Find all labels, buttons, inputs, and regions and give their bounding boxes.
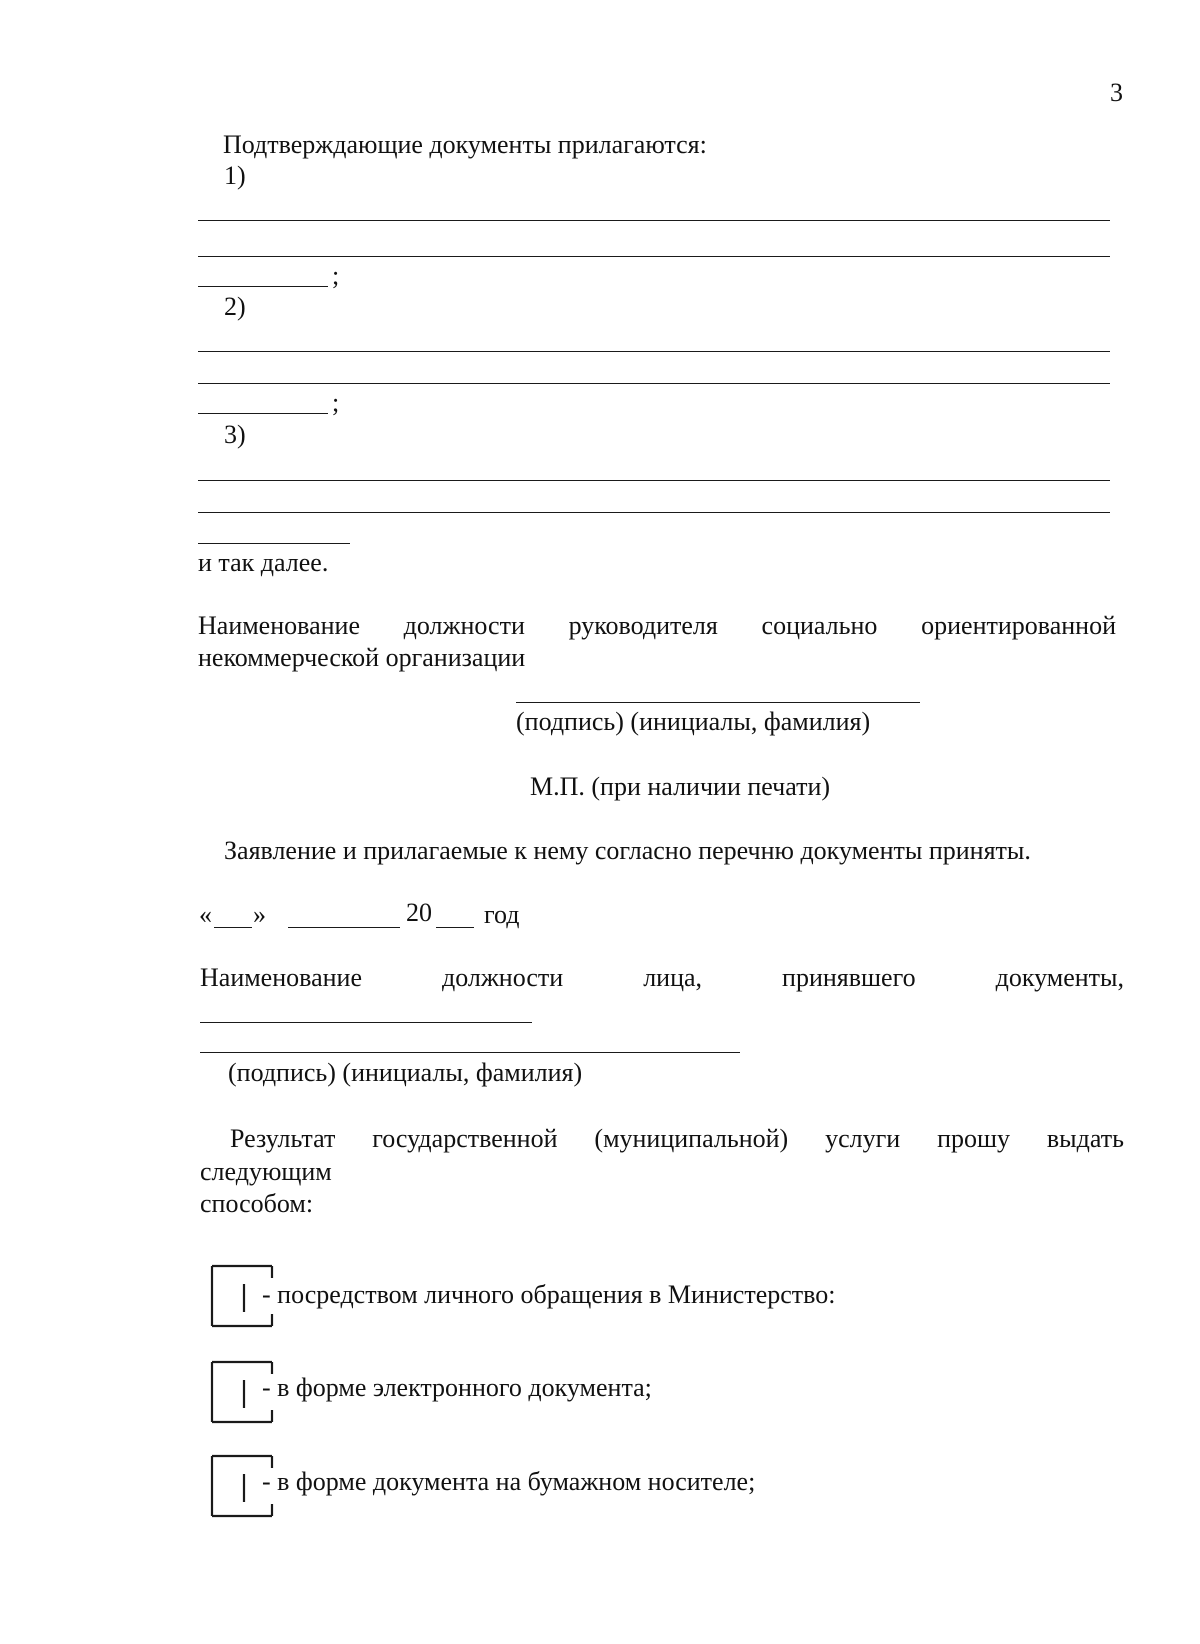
head-position-line-1 [198,611,1116,641]
receiver-signature-line[interactable] [200,1052,740,1053]
result-word: услуги [825,1124,901,1153]
attachments-heading: Подтверждающие документы прилагаются: [223,130,707,159]
result-word: государственной [372,1124,558,1153]
attachment-item-end: ; [332,388,340,417]
receiver-position-word: Наименование [200,963,362,992]
date-day-field[interactable] [214,927,252,928]
result-word: Результат [230,1124,336,1153]
result-line-2: следующим [200,1157,332,1186]
attachment-item-number: 3) [224,420,246,449]
result-word: прошу [937,1124,1010,1153]
option-label-electronic: - в форме электронного документа; [262,1373,652,1402]
receiver-position-word: должности [441,963,564,992]
head-position-word: руководителя [568,611,718,640]
result-line-3: способом: [200,1189,314,1218]
attachment-1-line-3[interactable] [198,286,328,287]
date-year-suffix: год [484,900,520,929]
attachment-2-line-2[interactable] [198,383,1110,384]
receiver-position-field[interactable] [200,1022,532,1023]
attachment-item-end: ; [332,261,340,290]
attachment-1-line-2[interactable] [198,256,1110,257]
attachment-item-number: 2) [224,292,246,321]
option-label-paper: - в форме документа на бумажном носителе; [262,1467,756,1496]
head-position-line-2: некоммерческой организации [198,643,526,672]
attachment-3-line-1[interactable] [198,480,1110,481]
signature-caption: (подпись) (инициалы, фамилия) [228,1058,583,1087]
receiver-position-line [200,963,1124,993]
receiver-position-word: лица, [643,963,703,992]
attachment-3-line-3[interactable] [198,543,350,544]
attachment-1-line-1[interactable] [198,220,1110,221]
result-word: (муниципальной) [594,1124,789,1153]
result-line-1 [230,1124,1124,1154]
attachment-3-line-2[interactable] [198,512,1110,513]
date-year-field[interactable] [436,927,474,928]
date-month-field[interactable] [288,927,400,928]
head-signature-line[interactable] [516,702,920,703]
date-year-prefix: 20 [406,898,432,927]
attachment-item-number: 1) [224,161,246,190]
attachment-2-line-1[interactable] [198,351,1110,352]
stamp-note: М.П. (при наличии печати) [530,772,831,801]
head-position-word: Наименование [198,611,360,640]
attachments-etc: и так далее. [198,548,329,577]
accepted-statement: Заявление и прилагаемые к нему согласно перечню документы приняты. [224,836,1031,865]
receiver-position-word: документы, [995,963,1124,992]
page-number: 3 [1110,78,1123,107]
date-close-quote: » [253,900,266,929]
signature-caption: (подпись) (инициалы, фамилия) [516,707,871,736]
option-label-personal: - посредством личного обращения в Министерство: [262,1280,836,1309]
head-position-word: социально [761,611,878,640]
head-position-word: должности [403,611,525,640]
head-position-word: ориентированной [921,611,1116,640]
receiver-position-word: принявшего [782,963,916,992]
result-word: выдать [1046,1124,1124,1153]
date-open-quote: « [199,900,212,929]
attachment-2-line-3[interactable] [198,413,328,414]
